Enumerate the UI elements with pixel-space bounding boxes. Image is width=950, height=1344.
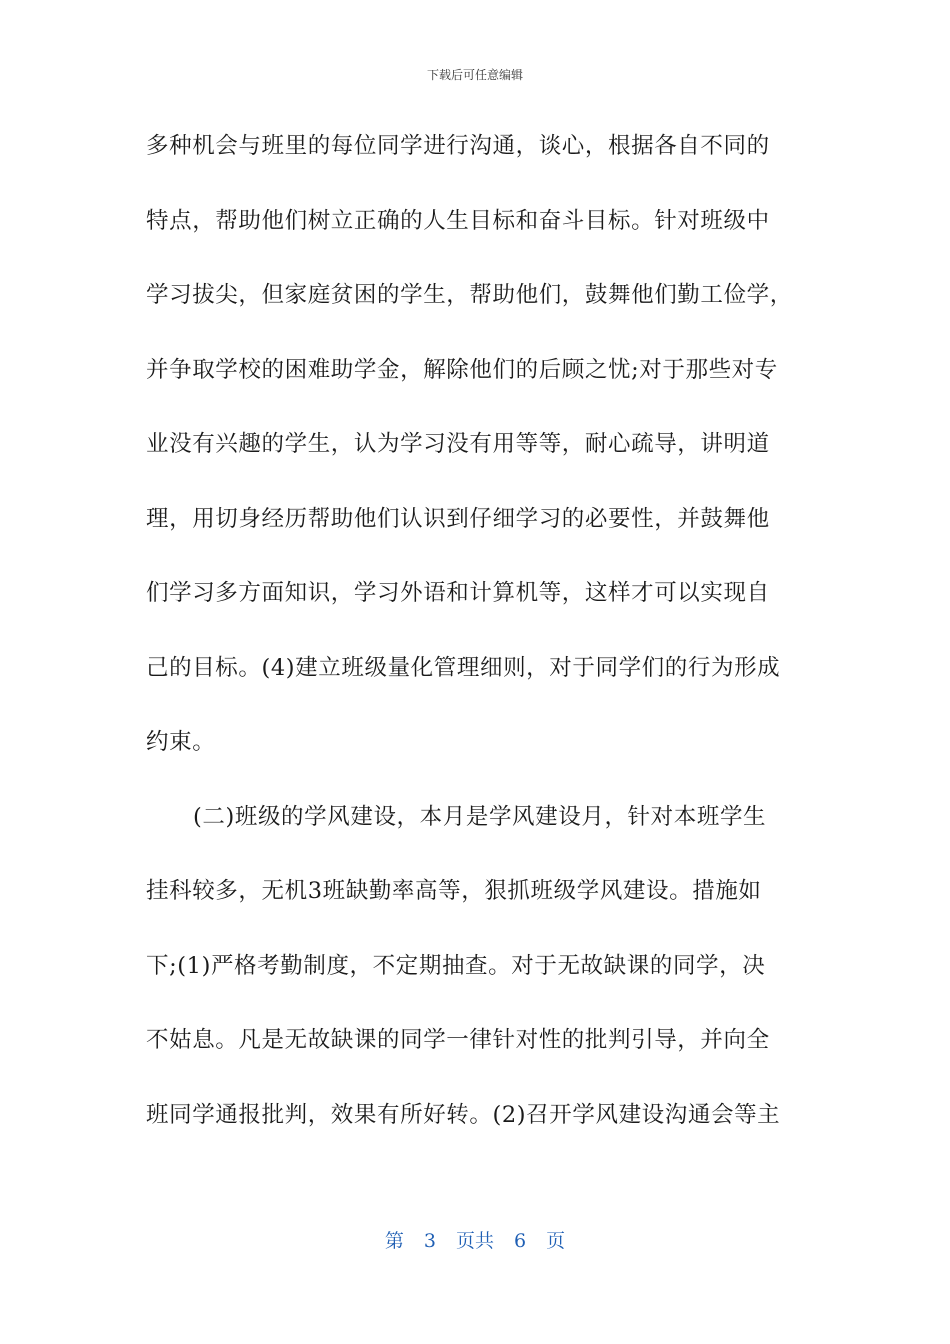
header-note: 下载后可任意编辑 bbox=[426, 68, 523, 82]
footer-label-end: 页 bbox=[546, 1230, 566, 1252]
paragraph-1-line-3: 学习拔尖，但家庭贫困的学生，帮助他们，鼓舞他们勤工俭学， bbox=[146, 282, 793, 308]
paragraph-2-line-4: 不姑息。凡是无故缺课的同学一律针对性的批判引导，并向全 bbox=[146, 1027, 770, 1053]
document-body bbox=[146, 126, 806, 1169]
paragraph-1-line-6: 理，用切身经历帮助他们认识到仔细学习的必要性，并鼓舞他 bbox=[146, 505, 770, 532]
paragraph-1-line-4: 并争取学校的困难助学金，解除他们的后顾之忧;对于那些对专 bbox=[146, 356, 778, 383]
paragraph-2-line-3: 下;(1)严格考勤制度，不定期抽查。对于无故缺课的同学，决 bbox=[146, 952, 766, 979]
paragraph-1-line-7: 们学习多方面知识，学习外语和计算机等，这样才可以实现自 bbox=[146, 580, 770, 606]
paragraph-1-line-9: 约束。 bbox=[146, 729, 216, 755]
paragraph-2-line-2: 挂科较多，无机3班缺勤率高等，狠抓班级学风建设。措施如 bbox=[146, 878, 762, 904]
page-footer bbox=[0, 1226, 950, 1253]
paragraph-1-line-8: 己的目标。(4)建立班级量化管理细则，对于同学们的行为形成 bbox=[146, 654, 781, 681]
paragraph-1-line-2: 特点，帮助他们树立正确的人生目标和奋斗目标。针对班级中 bbox=[146, 207, 770, 234]
footer-current-page: 3 bbox=[423, 1230, 436, 1252]
paragraph-2-line-5: 班同学通报批判，效果有所好转。(2)召开学风建设沟通会等主 bbox=[146, 1101, 781, 1128]
paragraph-1-line-5: 业没有兴趣的学生，认为学习没有用等等，耐心疏导，讲明道 bbox=[146, 431, 770, 457]
paragraph-1-line-1: 多种机会与班里的每位同学进行沟通，谈心，根据各自不同的 bbox=[146, 133, 770, 159]
footer-label-of: 页共 bbox=[455, 1230, 494, 1252]
paragraph-2-line-1: (二)班级的学风建设，本月是学风建设月，针对本班学生 bbox=[193, 803, 767, 830]
footer-label-page: 第 bbox=[384, 1230, 404, 1252]
footer-total-pages: 6 bbox=[514, 1230, 527, 1252]
